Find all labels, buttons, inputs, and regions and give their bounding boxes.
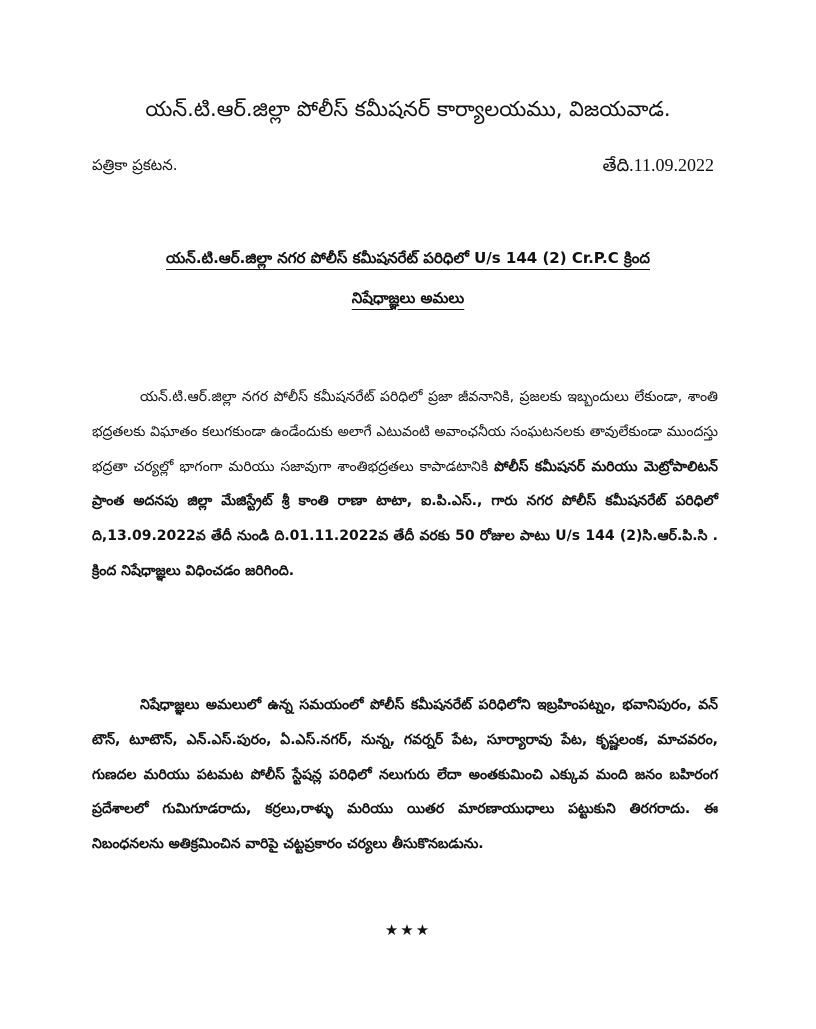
- meta-row: [92, 152, 714, 178]
- press-release-label: పత్రికా ప్రకటన.: [92, 156, 178, 174]
- release-date: తేది.11.09.2022: [602, 155, 714, 175]
- end-stars: ★★★: [384, 921, 432, 939]
- paragraph-1-intro: యన్.టి.ఆర్.జిల్లా నగర పోలీస్ కమీషనరేట్ పరిధిలో ప్రజా జీవనానికి, ప్రజలకు ఇబ్బందులు లేకుండా, శాంతి భద్రతలకు విఘాతం కలుగకుండా ఉండేందుకు అలాగే ఎటువంటి అవాంఛనీయ సంఘటనలకు తావులేకుండా ముందస్తు భద్రతా చర్యల్లో భాగంగా మరియు సజావుగా శాంతిభద్రతలు కాపాడటానికి: [92, 389, 718, 475]
- subject-line-1: యన్.టి.ఆర్.జిల్లా నగర పోలీస్ కమీషనరేట్ పరిధిలో U/s 144 (2) Cr.P.C క్రింద: [166, 249, 650, 267]
- paragraph-2-text: నిషేధాజ్ఞలు అమలులో ఉన్న సమయంలో పోలీస్ కమీషనరేట్ పరిధిలోని ఇబ్రహింపట్నం, భవానిపురం, వన్ టౌన్, టూటౌన్, ఎన్.ఎస్.పురం, ఏ.ఎస్.నగర్, నున్న, గవర్నర్ పేట, సూర్యారావు పేట, కృష్ణలంక, మాచవరం, గుణదల మరియు పటమట పోలీస్ స్టేషన్ల పరిధిలో నలుగురు లేదా అంతకుమించి ఎక్కువ మంది జనం బహిరంగ ప్రదేశాలలో గుమిగూడరాదు, కర్రలు,రాళ్ళు మరియు యితర మారణాయుధాలు పట్టుకుని తిరగరాదు. ఈ నిబంధనలను అతిక్రమించిన వారిపై చట్టప్రకారం చర్యలు తీసుకొనబడును.: [92, 697, 718, 853]
- office-title: యన్.టి.ఆర్.జిల్లా పోలీస్ కమీషనర్ కార్యాలయము, విజయవాడ.: [145, 97, 671, 121]
- paragraph-1-order: పోలీస్ కమీషనర్ మరియు మెట్రోపాలిటన్ ప్రాంత అదనపు జిల్లా మేజిస్ట్రేట్ శ్రీ కాంతి రాణా టాటా, ఐ.పి.ఎస్., గారు నగర పోలీస్ కమీషనరేట్ పరిధిలో ది,13.09.2022వ తేదీ నుండి ది.01.11.2022వ తేదీ వరకు 50 రోజుల పాటు U/s 144 (2)సి.ఆర్.పి.సి . క్రింద నిషేధాజ్ఞలు విధించడం జరిగింది.: [92, 458, 718, 579]
- subject-heading: [90, 238, 726, 318]
- paragraph-1: [92, 380, 718, 589]
- subject-line-2: నిషేధాజ్ఞలు అమలు: [351, 289, 465, 307]
- paragraph-2: [92, 688, 718, 862]
